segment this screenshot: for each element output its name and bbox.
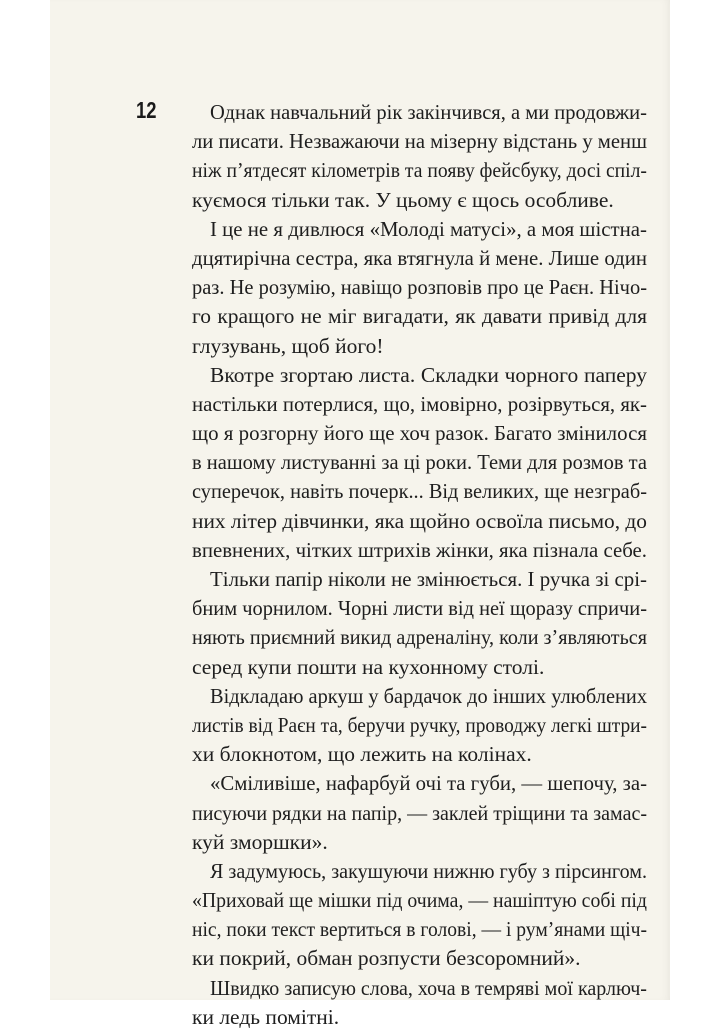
text-line: ки ледь помітні.: [192, 1004, 340, 1029]
text-line: «Сміливіше, нафарбуй очі та губи, — шепочу, за-: [210, 771, 648, 796]
text-line: Однак навчальний рік закінчився, а ми продовжи-: [210, 100, 647, 124]
text-line: раз. Не розумію, навіщо розповів про це Раєн. Нічо-: [192, 275, 648, 300]
text-line: ніс, поки текст вертиться в голові, — і рум’янами щіч-: [192, 917, 648, 942]
text-line: хи блокнотом, що лежить на колінах.: [192, 742, 532, 767]
text-line: Вкотре згортаю листа. Складки чорного паперу: [210, 362, 647, 387]
page-number: 12: [136, 97, 157, 123]
text-line: ки покрий, обман розпусти безсоромний».: [192, 946, 581, 971]
book-page: [50, 0, 670, 1029]
body-text: [192, 98, 647, 1032]
text-line: впевнених, чітких штрихів жінки, яка пізнала себе.: [192, 537, 647, 562]
text-line: І це не я дивлюся «Молоді матусі», а моя шістна-: [210, 216, 647, 241]
text-line: ніж п’ятдесят кілометрів та появу фейсбуку, досі спіл-: [192, 158, 647, 183]
text-line: Відкладаю аркуш у бардачок до інших улюблених: [210, 683, 648, 708]
text-line: ли писати. Незважаючи на мізерну відстань у менш: [192, 129, 647, 154]
text-line: Швидко записую слова, хоча в темряві мої карлюч-: [210, 975, 647, 1000]
text-line: дцятирічна сестра, яка втягнула й мене. Лише один: [192, 245, 647, 270]
text-line: глузувань, щоб його!: [192, 333, 384, 358]
text-line: настільки потерлися, що, імовірно, розірвуться, як-: [192, 391, 647, 416]
text-line: куй зморшки».: [192, 829, 328, 854]
text-line: го кращого не міг вигадати, як давати привід для: [192, 304, 648, 329]
text-line: Я задумуюсь, закушуючи нижню губу з пірсингом.: [210, 858, 648, 883]
text-line: в нашому листуванні за ці роки. Теми для розмов та: [192, 450, 648, 475]
text-line: серед купи пошти на кухонному столі.: [192, 654, 545, 679]
text-line: листів від Раєн та, беручи ручку, проводжу легкі штри-: [192, 712, 647, 737]
text-line: бним чорнилом. Чорні листи від неї щоразу спричи-: [192, 596, 648, 621]
text-line: няють приємний викид адреналіну, коли з’являються: [192, 625, 648, 650]
text-line: них літер дівчинки, яка щойно освоїла письмо, до: [192, 508, 647, 533]
text-line: куємося тільки так. У цьому є щось особливе.: [192, 187, 614, 212]
text-line: Тільки папір ніколи не змінюється. І ручка зі срі-: [210, 567, 647, 591]
text-line: що я розгорну його ще хоч разок. Багато змінилося: [192, 421, 647, 446]
text-line: писуючи рядки на папір, — заклей тріщини та замас-: [192, 800, 648, 825]
text-line: «Приховай ще мішки під очима, — нашіптую собі під: [192, 888, 647, 913]
text-line: суперечок, навіть почерк... Від великих, ще незграб-: [192, 479, 647, 504]
